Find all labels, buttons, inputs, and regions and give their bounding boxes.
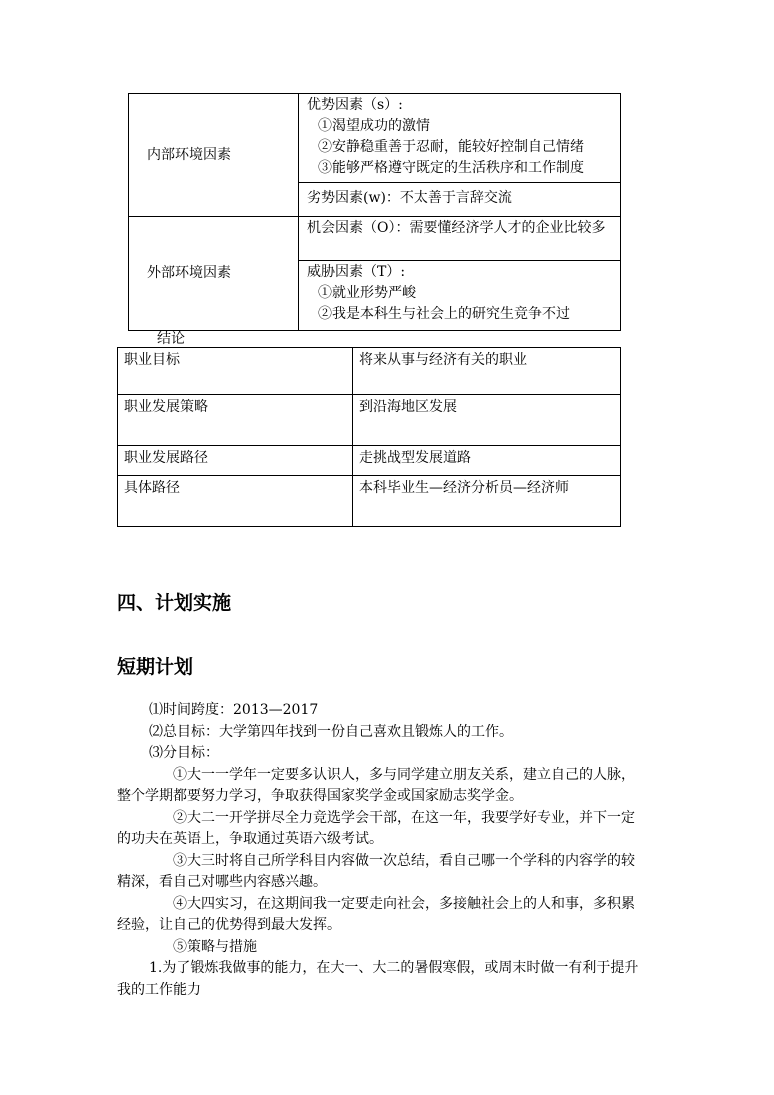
plan-subgoal: ④大四实习，在这期间我一定要走向社会，多接触社会上的人和事，多积累经验，让自己的优势得到最大发挥。 xyxy=(117,895,635,933)
conclusion-key: 具体路径 xyxy=(118,476,353,527)
conclusion-key: 职业发展路径 xyxy=(118,446,353,476)
threat-item: ①就业形势严峻 xyxy=(318,285,416,301)
plan-subgoal: ⑤策略与措施 xyxy=(173,938,257,955)
strength-item: ②安静稳重善于忍耐，能较好控制自己情绪 xyxy=(318,139,584,155)
strength-item: ①渴望成功的激情 xyxy=(318,118,430,134)
plan-subgoal: ②大二一开学拼尽全力竞选学会干部，在这一年，我要学好专业，并下一定的功夫在英语上，争取通过英语六级考试。 xyxy=(117,809,635,847)
external-environment-label: 外部环境因素 xyxy=(129,217,299,331)
plan-subgoal: ③大三时将自己所学科目内容做一次总结，看自己哪一个学科的内容学的较精深，看自己对哪些内容感兴趣。 xyxy=(117,852,635,890)
weakness-cell: 劣势因素(w)：不太善于言辞交流 xyxy=(299,183,621,217)
threats-cell xyxy=(299,261,621,331)
plan-subgoal: ①大一一学年一定要多认识人，多与同学建立朋友关系，建立自己的人脉，整个学期都要努力学习，争取获得国家奖学金或国家励志奖学金。 xyxy=(117,766,635,804)
plan-span: ⑴时间跨度：2013—2017 xyxy=(149,702,319,718)
strengths-title: 优势因素（s）: xyxy=(307,97,403,113)
conclusion-key: 职业发展策略 xyxy=(118,395,353,446)
threats-title: 威胁因素（T）: xyxy=(307,264,406,280)
plan-body xyxy=(117,700,647,1001)
subsection-heading: 短期计划 xyxy=(117,656,194,678)
section-heading: 四、计划实施 xyxy=(117,592,232,614)
internal-environment-label: 内部环境因素 xyxy=(129,94,299,217)
conclusion-key: 职业目标 xyxy=(118,348,353,395)
threat-item: ②我是本科生与社会上的研究生竞争不过 xyxy=(318,306,570,322)
conclusion-value: 走挑战型发展道路 xyxy=(353,446,621,476)
conclusion-label: 结论 xyxy=(157,331,185,347)
plan-subgoal-title: ⑶分目标： xyxy=(149,745,219,761)
conclusion-value: 到沿海地区发展 xyxy=(353,395,621,446)
strengths-cell xyxy=(299,94,621,183)
opportunity-cell: 机会因素（O）：需要懂经济学人才的企业比较多 xyxy=(299,217,621,261)
conclusion-value: 将来从事与经济有关的职业 xyxy=(353,348,621,395)
plan-measure: 1.为了锻炼我做事的能力，在大一、大二的暑假寒假，或周末时做一有利于提升我的工作能力 xyxy=(117,960,639,998)
swot-table xyxy=(128,93,621,331)
conclusion-table xyxy=(117,347,621,527)
plan-goal: ⑵总目标：大学第四年找到一份自己喜欢且锻炼人的工作。 xyxy=(149,723,513,740)
conclusion-value: 本科毕业生—经济分析员—经济师 xyxy=(353,476,621,527)
strength-item: ③能够严格遵守既定的生活秩序和工作制度 xyxy=(318,160,584,176)
